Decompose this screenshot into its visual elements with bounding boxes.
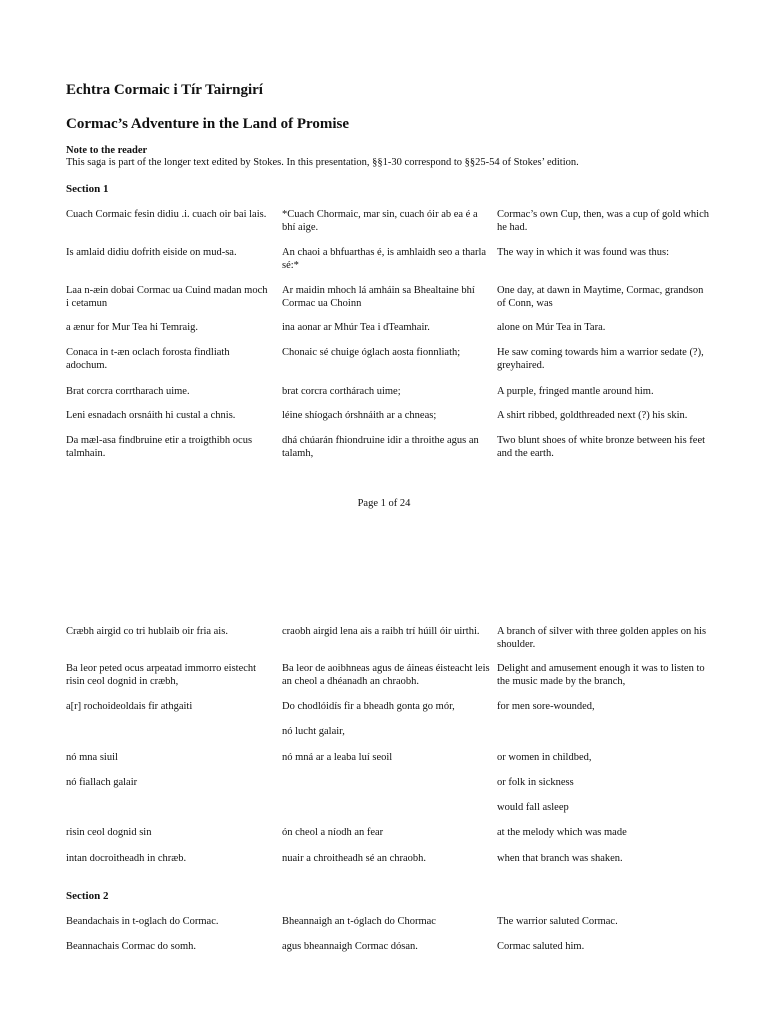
modern-irish-text: Ba leor de aoibhneas agus de áineas éisteacht leis an cheol a dhéanadh an chraobh. [282, 663, 490, 687]
irish-text: Beannachais Cormac do somh. [66, 941, 197, 952]
modern-irish-text: *Cuach Chormaic, mar sin, cuach óir ab ea é a bhí aige. [282, 209, 478, 233]
irish-text: Ba leor peted ocus arpeatad immorro eistecht risin ceol dognid in cræbh, [66, 663, 257, 687]
irish-text: Cuach Cormaic fesin didiu .i. cuach oir bai lais. [66, 209, 267, 220]
english-text: for men sore-wounded, [497, 701, 595, 712]
irish-text: intan docroitheadh in chræb. [66, 853, 187, 864]
english-text: or women in childbed, [497, 752, 592, 763]
note-heading: Note to the reader [66, 145, 148, 156]
modern-irish-text: brat corcra corthárach uime; [282, 386, 401, 397]
modern-irish-text: An chaoi a bhfuarthas é, is amhlaidh seo a tharla sé:* [282, 247, 487, 271]
english-text: A branch of silver with three golden apples on his shoulder. [497, 626, 707, 650]
english-text: One day, at dawn in Maytime, Cormac, grandson of Conn, was [497, 285, 704, 309]
english-text: alone on Múr Tea in Tara. [497, 322, 606, 333]
modern-irish-text: Ar maidin mhoch lá amháin sa Bhealtaine bhí Cormac ua Choinn [282, 285, 475, 309]
english-text: when that branch was shaken. [497, 853, 623, 864]
irish-text: a ænur for Mur Tea hi Temraig. [66, 322, 198, 333]
modern-irish-text: nó lucht galair, [282, 726, 345, 737]
document-title: Echtra Cormaic i Tír Tairngirí [66, 82, 263, 98]
irish-text: Leni esnadach orsnáith hi custal a chnis. [66, 410, 236, 421]
english-text: Delight and amusement enough it was to listen to the music made by the branch, [497, 663, 705, 687]
irish-text: risin ceol dognid sin [66, 827, 152, 838]
english-text: or folk in sickness [497, 777, 574, 788]
modern-irish-text: craobh airgid lena ais a raibh trí húill óir uirthi. [282, 626, 480, 637]
english-text: He saw coming towards him a warrior sedate (?), greyhaired. [497, 347, 704, 371]
modern-irish-text: Chonaic sé chuige óglach aosta fionnliath; [282, 347, 461, 358]
modern-irish-text: nuair a chroitheadh sé an chraobh. [282, 853, 427, 864]
english-text: Two blunt shoes of white bronze between his feet and the earth. [497, 435, 706, 459]
page-number: Page 1 of 24 [357, 498, 411, 509]
irish-text: Da mæl-asa findbruine etir a troigthibh ocus talmhain. [66, 435, 253, 459]
modern-irish-text: Do chodlóidís fir a bheadh gonta go mór, [282, 701, 455, 712]
modern-irish-text: ón cheol a níodh an fear [282, 827, 384, 838]
irish-text: a[r] rochoideoldais fir athgaiti [66, 701, 193, 712]
english-text: Cormac saluted him. [497, 941, 585, 952]
modern-irish-text: agus bheannaigh Cormac dósan. [282, 941, 418, 952]
english-text: The warrior saluted Cormac. [497, 916, 618, 927]
modern-irish-text: nó mná ar a leaba luí seoil [282, 752, 393, 763]
irish-text: Beandachais in t-oglach do Cormac. [66, 916, 219, 927]
english-text: A purple, fringed mantle around him. [497, 386, 654, 397]
section-2-heading: Section 2 [66, 890, 109, 902]
irish-text: nó fiallach galair [66, 777, 138, 788]
section-1-heading: Section 1 [66, 183, 109, 195]
irish-text: Is amlaid didiu dofrith eiside on mud-sa. [66, 247, 237, 258]
irish-text: Conaca in t-æn oclach forosta findliath adochum. [66, 347, 230, 371]
irish-text: Brat corcra corrtharach uime. [66, 386, 190, 397]
english-text: would fall asleep [497, 802, 569, 813]
irish-text: Laa n-æin dobai Cormac ua Cuind madan moch i cetamun [66, 285, 268, 309]
english-text: The way in which it was found was thus: [497, 247, 670, 258]
english-text: Cormac’s own Cup, then, was a cup of gold which he had. [497, 209, 710, 233]
note-body: This saga is part of the longer text edited by Stokes. In this presentation, §§1-30 correspond to §§25-54 of Stokes’ edition. [66, 157, 579, 168]
modern-irish-text: ina aonar ar Mhúr Tea i dTeamhair. [282, 322, 430, 333]
irish-text: nó mna siuil [66, 752, 118, 763]
modern-irish-text: dhá chúarán fhiondruine idir a throithe agus an talamh, [282, 435, 479, 459]
modern-irish-text: Bheannaigh an t-óglach do Chormac [282, 916, 436, 927]
modern-irish-text: léine shíogach órshnáith ar a chneas; [282, 410, 437, 421]
irish-text: Cræbh airgid co tri hublaib oir fria ais. [66, 626, 228, 637]
english-text: at the melody which was made [497, 827, 627, 838]
document-subtitle: Cormac’s Adventure in the Land of Promise [66, 116, 350, 132]
english-text: A shirt ribbed, goldthreaded next (?) his skin. [497, 410, 688, 421]
